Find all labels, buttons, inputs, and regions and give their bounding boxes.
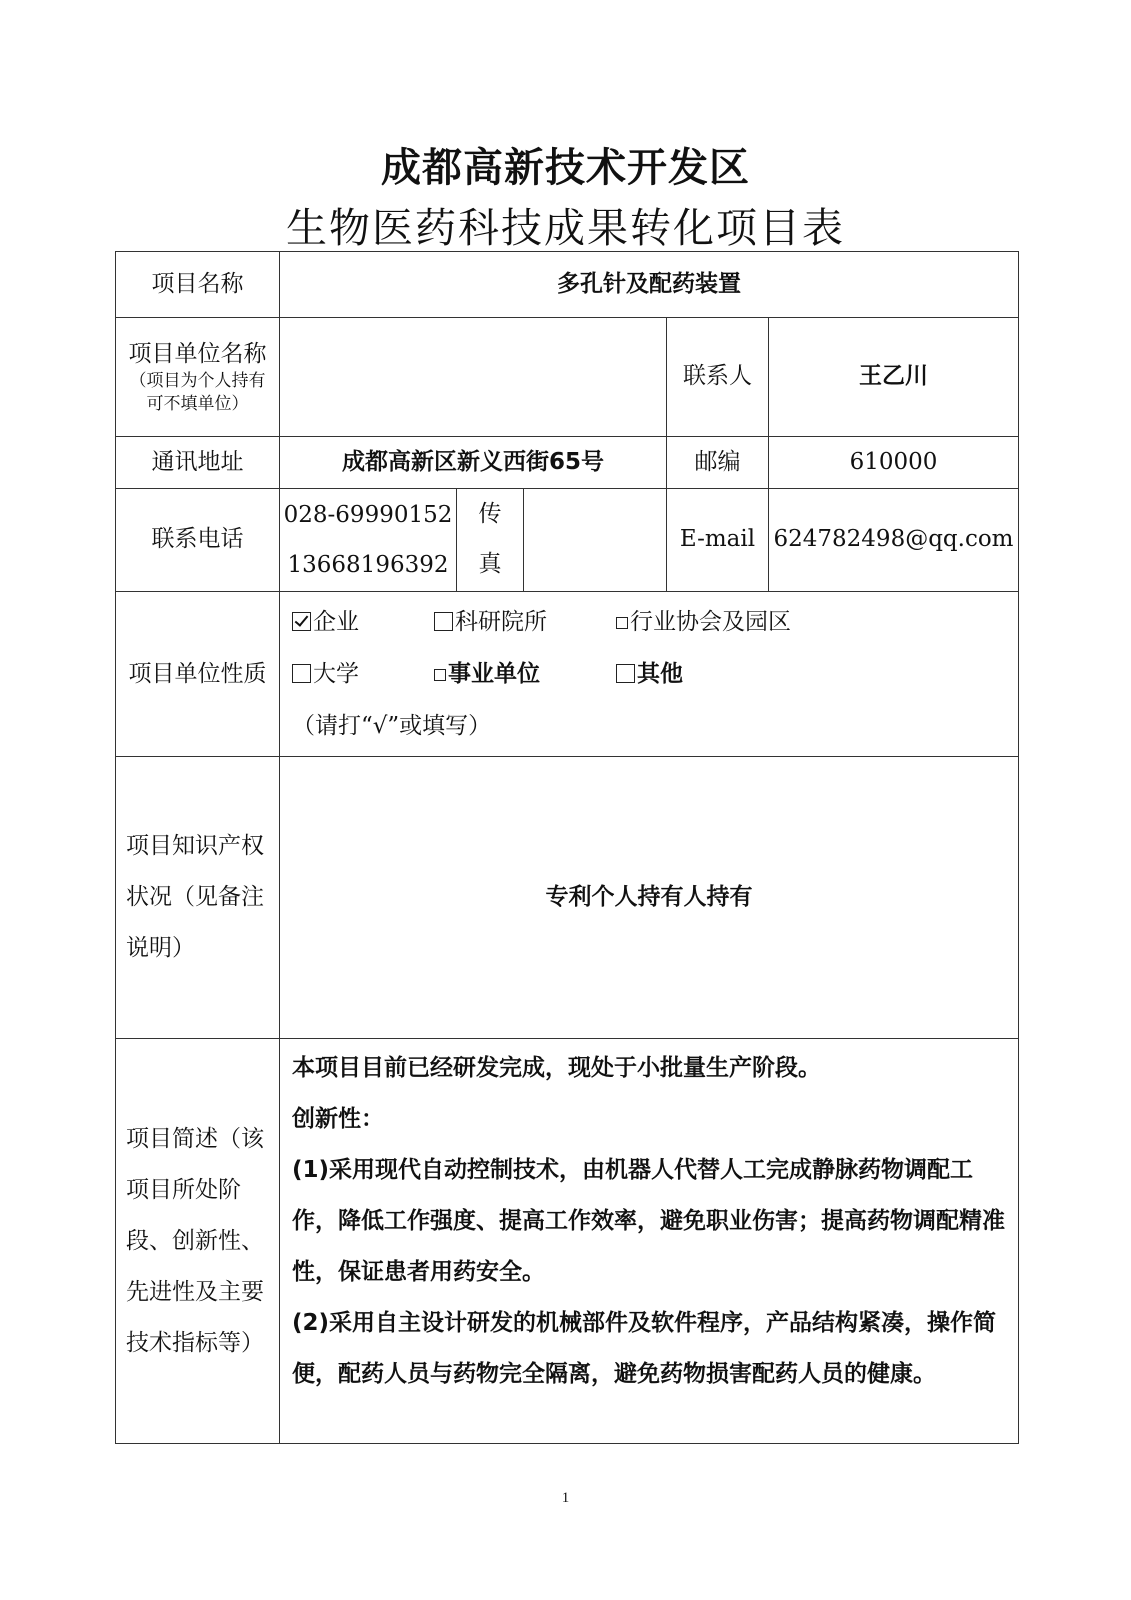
nature-option-enterprise[interactable]: 企业	[292, 596, 434, 648]
row-summary	[116, 1039, 1019, 1444]
row-nature	[116, 592, 1019, 757]
postcode-label: 邮编	[667, 437, 769, 489]
contact-label: 联系人	[667, 318, 769, 437]
project-name-value[interactable]: 多孔针及配药装置	[280, 252, 1019, 318]
summary-paragraph: 创新性：	[292, 1106, 384, 1132]
postcode-value[interactable]: 610000	[769, 437, 1019, 489]
nature-option-other[interactable]: 其他	[616, 648, 683, 700]
checkbox-icon[interactable]	[434, 612, 453, 631]
phone-values[interactable]	[280, 489, 457, 592]
nature-option-institution[interactable]: 事业单位	[434, 648, 616, 700]
fax-value[interactable]	[524, 489, 667, 592]
unit-name-label-cell	[116, 318, 280, 437]
unit-name-value[interactable]	[280, 318, 667, 437]
nature-hint: （请打“√”或填写）	[292, 713, 492, 739]
row-ip	[116, 757, 1019, 1039]
checkbox-checked-icon[interactable]	[292, 612, 311, 631]
project-name-label: 项目名称	[116, 252, 280, 318]
row-unit-name	[116, 318, 1019, 437]
summary-value[interactable]	[280, 1039, 1019, 1444]
nature-option-university[interactable]: 大学	[292, 648, 434, 700]
email-label: E-mail	[667, 489, 769, 592]
title-line-2: 生物医药科技成果转化项目表	[286, 204, 845, 252]
summary-paragraph: (1)采用现代自动控制技术，由机器人代替人工完成静脉药物调配工作，降低工作强度、提高工作效率，避免职业伤害；提高药物调配精准性，保证患者用药安全。	[292, 1157, 1005, 1285]
row-project-name	[116, 252, 1019, 318]
unit-name-label: 项目单位名称	[128, 340, 267, 367]
nature-options-line-1	[292, 596, 1006, 648]
nature-options-line-2	[292, 648, 1006, 700]
summary-paragraph: 本项目目前已经研发完成，现处于小批量生产阶段。	[292, 1055, 821, 1081]
fax-label-char-2: 真	[478, 551, 502, 577]
nature-options	[280, 592, 1019, 757]
checkbox-icon[interactable]	[434, 669, 446, 681]
phone-label: 联系电话	[116, 489, 280, 592]
fax-label-char-1: 传	[478, 501, 502, 527]
email-value[interactable]: 624782498@qq.com	[769, 489, 1019, 592]
address-value[interactable]: 成都高新区新义西街65号	[280, 437, 667, 489]
nature-option-research[interactable]: 科研院所	[434, 596, 616, 648]
phone-value-2: 13668196392	[287, 552, 449, 578]
row-phone	[116, 489, 1019, 592]
contact-value[interactable]: 王乙川	[769, 318, 1019, 437]
ip-label: 项目知识产权状况（见备注说明）	[116, 757, 280, 1039]
phone-value-1: 028-69990152	[283, 502, 453, 528]
nature-label: 项目单位性质	[116, 592, 280, 757]
row-address	[116, 437, 1019, 489]
address-label: 通讯地址	[116, 437, 280, 489]
checkbox-icon[interactable]	[292, 664, 311, 683]
page-number: 1	[561, 1490, 570, 1506]
summary-label: 项目简述（该项目所处阶段、创新性、先进性及主要技术指标等）	[116, 1039, 280, 1444]
checkbox-icon[interactable]	[616, 664, 635, 683]
fax-label	[457, 489, 524, 592]
unit-name-note: （项目为个人持有可不填单位）	[129, 370, 266, 414]
ip-value[interactable]: 专利个人持有人持有	[280, 757, 1019, 1039]
title-line-1: 成都高新技术开发区	[381, 145, 750, 191]
project-form-table	[115, 251, 1019, 1444]
nature-option-association[interactable]: 行业协会及园区	[616, 596, 791, 648]
summary-paragraph: (2)采用自主设计研发的机械部件及软件程序，产品结构紧凑，操作简便，配药人员与药物完全隔离，避免药物损害配药人员的健康。	[292, 1310, 997, 1387]
checkbox-icon[interactable]	[616, 617, 628, 629]
